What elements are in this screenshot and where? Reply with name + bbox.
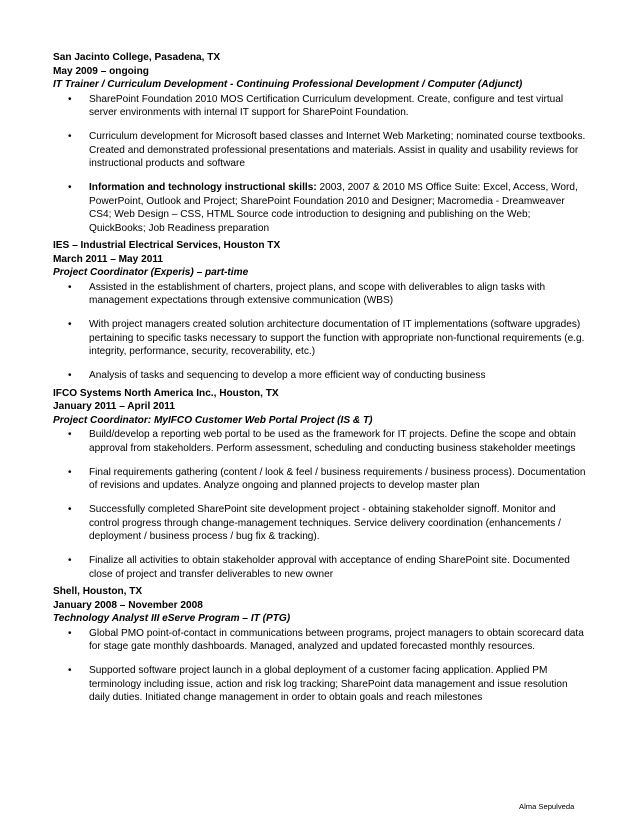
bullet-text: SharePoint Foundation 2010 MOS Certification Curriculum development. Create, configure and test virtual server environments with internal IT support for SharePoint Foundation. xyxy=(89,93,564,118)
bullet-text: Supported software project launch in a global deployment of a customer facing application. Applied PM terminology including issue, action and risk log tracking; SharePoint data management and issue resolution daily duties. Initiated change management in order to obtain goals and reach milestones xyxy=(89,665,568,703)
job-dates: May 2009 – ongoing xyxy=(53,65,149,77)
bullet-list xyxy=(53,627,588,705)
bullet-icon: • xyxy=(68,93,72,105)
bullet-lead: Information and technology instructional skills: xyxy=(89,182,317,193)
bullet-text: Build/develop a reporting web portal to be used as the framework for IT projects. Define the scope and obtain approval from stakeholders. Perform assessment, scheduling and conducting business stakeholder meetings xyxy=(89,429,576,454)
bullet-icon: • xyxy=(68,665,72,676)
list-item xyxy=(53,93,588,120)
list-item xyxy=(53,428,588,455)
footer-author-name: Alma Sepulveda xyxy=(519,802,575,811)
bullet-list xyxy=(53,428,588,581)
bullet-icon: • xyxy=(68,555,72,566)
job-section xyxy=(53,387,588,582)
bullet-text: Final requirements gathering (content / look & feel / business requirements / business process). Documentation of revisions and updates. Analyze ongoing and planned projects to develop master plan xyxy=(89,466,586,491)
job-section xyxy=(53,585,588,705)
bullet-icon: • xyxy=(68,131,72,142)
bullet-text: With project managers created solution architecture documentation of IT implementations (software upgrades) pertaining to specific tasks necessary to support the function with appropriate non-functional requirements (e.g. integrity, performance, security, recoverability, etc.) xyxy=(89,319,585,357)
job-title: Project Coordinator (Experis) – part-time xyxy=(53,267,249,278)
list-item xyxy=(53,318,588,359)
list-item xyxy=(53,466,588,493)
bullet-text: Assisted in the establishment of charters, project plans, and scope with deliverables to align tasks with management expectations through extensive communication (WBS) xyxy=(89,281,546,306)
list-item xyxy=(53,503,588,544)
list-item xyxy=(53,369,588,383)
list-item xyxy=(53,181,588,235)
job-organization: San Jacinto College, Pasadena, TX xyxy=(53,52,221,63)
job-organization: Shell, Houston, TX xyxy=(53,586,143,597)
bullet-icon: • xyxy=(68,281,72,293)
list-item xyxy=(53,281,588,308)
job-title: IT Trainer / Curriculum Development - Continuing Professional Development / Computer (Adjunct) xyxy=(53,79,523,90)
bullet-icon: • xyxy=(68,466,72,478)
bullet-text: Global PMO point-of-contact in communications between programs, project managers to obtain scorecard data for stage gate monthly dashboards. Managed, analyzed and updated forecasted monthly resources. xyxy=(89,627,584,652)
job-title: Project Coordinator: MyIFCO Customer Web Portal Project (IS & T) xyxy=(53,414,373,426)
bullet-text: Curriculum development for Microsoft based classes and Internet Web Marketing; nominated course textbooks. Created and demonstrated professional presentations and materials. Assist in quality and usability reviews for instructional products and software xyxy=(89,131,586,169)
bullet-list xyxy=(53,281,588,383)
bullet-text: Successfully completed SharePoint site development project - obtaining stakeholder signoff. Monitor and control progress through change-management techniques. Service delivery coordination (enhancements / deployment / business process / bug fix & tracking). xyxy=(89,504,561,542)
resume-page xyxy=(53,51,588,705)
bullet-icon: • xyxy=(68,504,72,515)
list-item xyxy=(53,627,588,654)
job-organization: IFCO Systems North America Inc., Houston, TX xyxy=(53,387,279,399)
bullet-icon: • xyxy=(68,627,72,639)
bullet-text: 2003, 2007 & 2010 MS Office Suite: Excel, Access, Word, PowerPoint, Outlook and Project; SharePoint Foundation 2010 and Designer; Macromedia - Dreamweaver CS4; Web Design – CSS, HTML Source code introduction to designing and publishing on the Web; QuickBooks; Job Readiness preparation xyxy=(89,182,578,234)
bullet-icon: • xyxy=(68,319,72,330)
list-item xyxy=(53,554,588,581)
job-dates: March 2011 – May 2011 xyxy=(53,253,163,265)
bullet-icon: • xyxy=(68,370,72,381)
bullet-text: Finalize all activities to obtain stakeholder approval with acceptance of ending SharePoint site. Documented close of project and transfer deliverables to new owner xyxy=(89,555,570,580)
job-dates: January 2011 – April 2011 xyxy=(53,401,175,412)
bullet-icon: • xyxy=(68,429,72,440)
job-section xyxy=(53,51,588,235)
job-section xyxy=(53,239,588,383)
bullet-text: Analysis of tasks and sequencing to develop a more efficient way of conducting business xyxy=(89,370,486,381)
list-item xyxy=(53,130,588,171)
bullet-list xyxy=(53,93,588,236)
bullet-icon: • xyxy=(68,182,72,193)
job-title: Technology Analyst III eServe Program – IT (PTG) xyxy=(53,613,291,624)
job-organization: IES – Industrial Electrical Services, Houston TX xyxy=(53,240,281,251)
job-dates: January 2008 – November 2008 xyxy=(53,599,203,611)
list-item xyxy=(53,664,588,705)
